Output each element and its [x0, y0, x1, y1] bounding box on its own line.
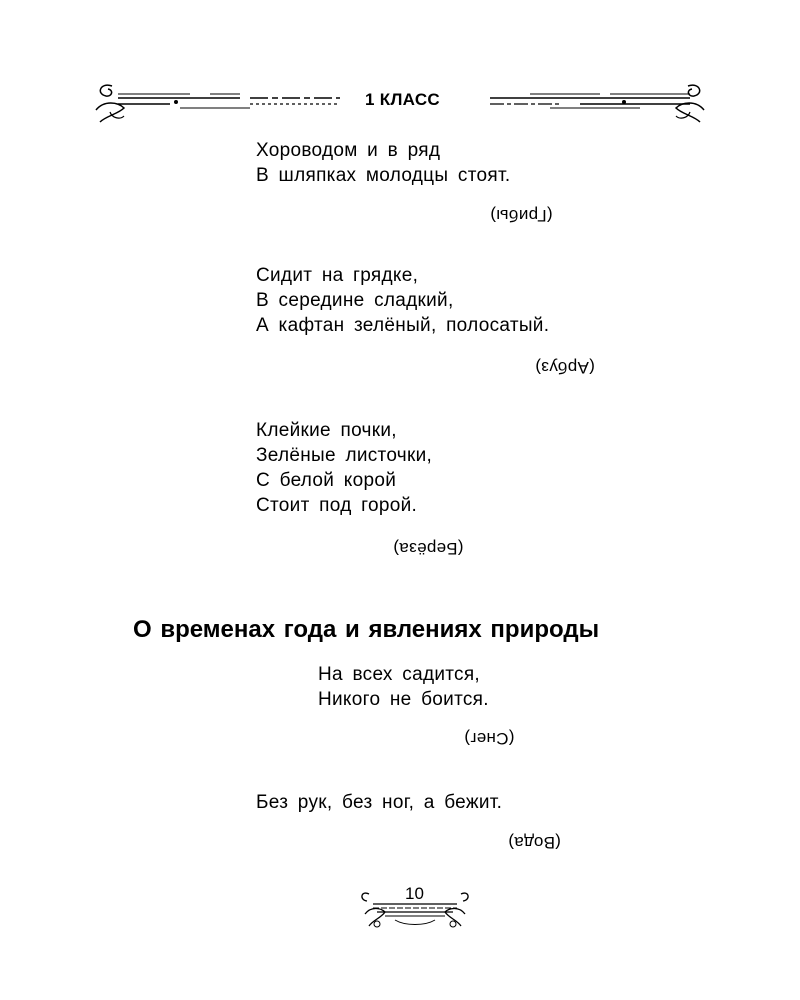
- class-title: 1 КЛАСС: [365, 90, 440, 109]
- page-header: [0, 74, 800, 134]
- riddle-answer-text: (Арбуз): [535, 358, 595, 377]
- riddle-answer: [535, 357, 595, 377]
- riddle-answer: [464, 728, 514, 748]
- riddle-answer-text: (Вода): [508, 833, 561, 852]
- section-title: О временах года и явлениях природы: [133, 616, 600, 643]
- riddle-line: Клейкие почки,: [256, 420, 397, 441]
- riddle-line: Хороводом и в ряд: [256, 140, 441, 161]
- riddle-line: Зелёные листочки,: [256, 445, 433, 466]
- riddle-line: С белой корой: [256, 470, 397, 491]
- riddle-line: Сидит на грядке,: [256, 265, 419, 286]
- riddle-text: [318, 662, 489, 712]
- riddle-answer: [393, 538, 464, 558]
- page-footer: [355, 880, 475, 935]
- riddle-line: В середине сладкий,: [256, 290, 454, 311]
- riddle-answer-text: (Берёза): [393, 539, 464, 558]
- riddle-text: [256, 418, 432, 518]
- riddle-line: Без рук, без ног, а бежит.: [256, 792, 503, 813]
- riddle-text: [256, 263, 549, 338]
- riddle-line: Стоит под горой.: [256, 495, 418, 516]
- page-number: 10: [405, 884, 424, 903]
- riddle-text: [256, 138, 510, 188]
- riddle-line: В шляпках молодцы стоят.: [256, 165, 511, 186]
- riddle-line: На всех садится,: [318, 664, 480, 685]
- riddle-text: [256, 790, 502, 815]
- riddle-answer: [490, 205, 553, 225]
- riddle-line: А кафтан зелёный, полосатый.: [256, 315, 550, 336]
- riddle-answer-text: (Снег): [464, 729, 515, 748]
- riddle-answer-text: (Грибы): [490, 206, 553, 225]
- riddle-answer: [508, 832, 561, 852]
- riddle-line: Никого не боится.: [318, 689, 489, 710]
